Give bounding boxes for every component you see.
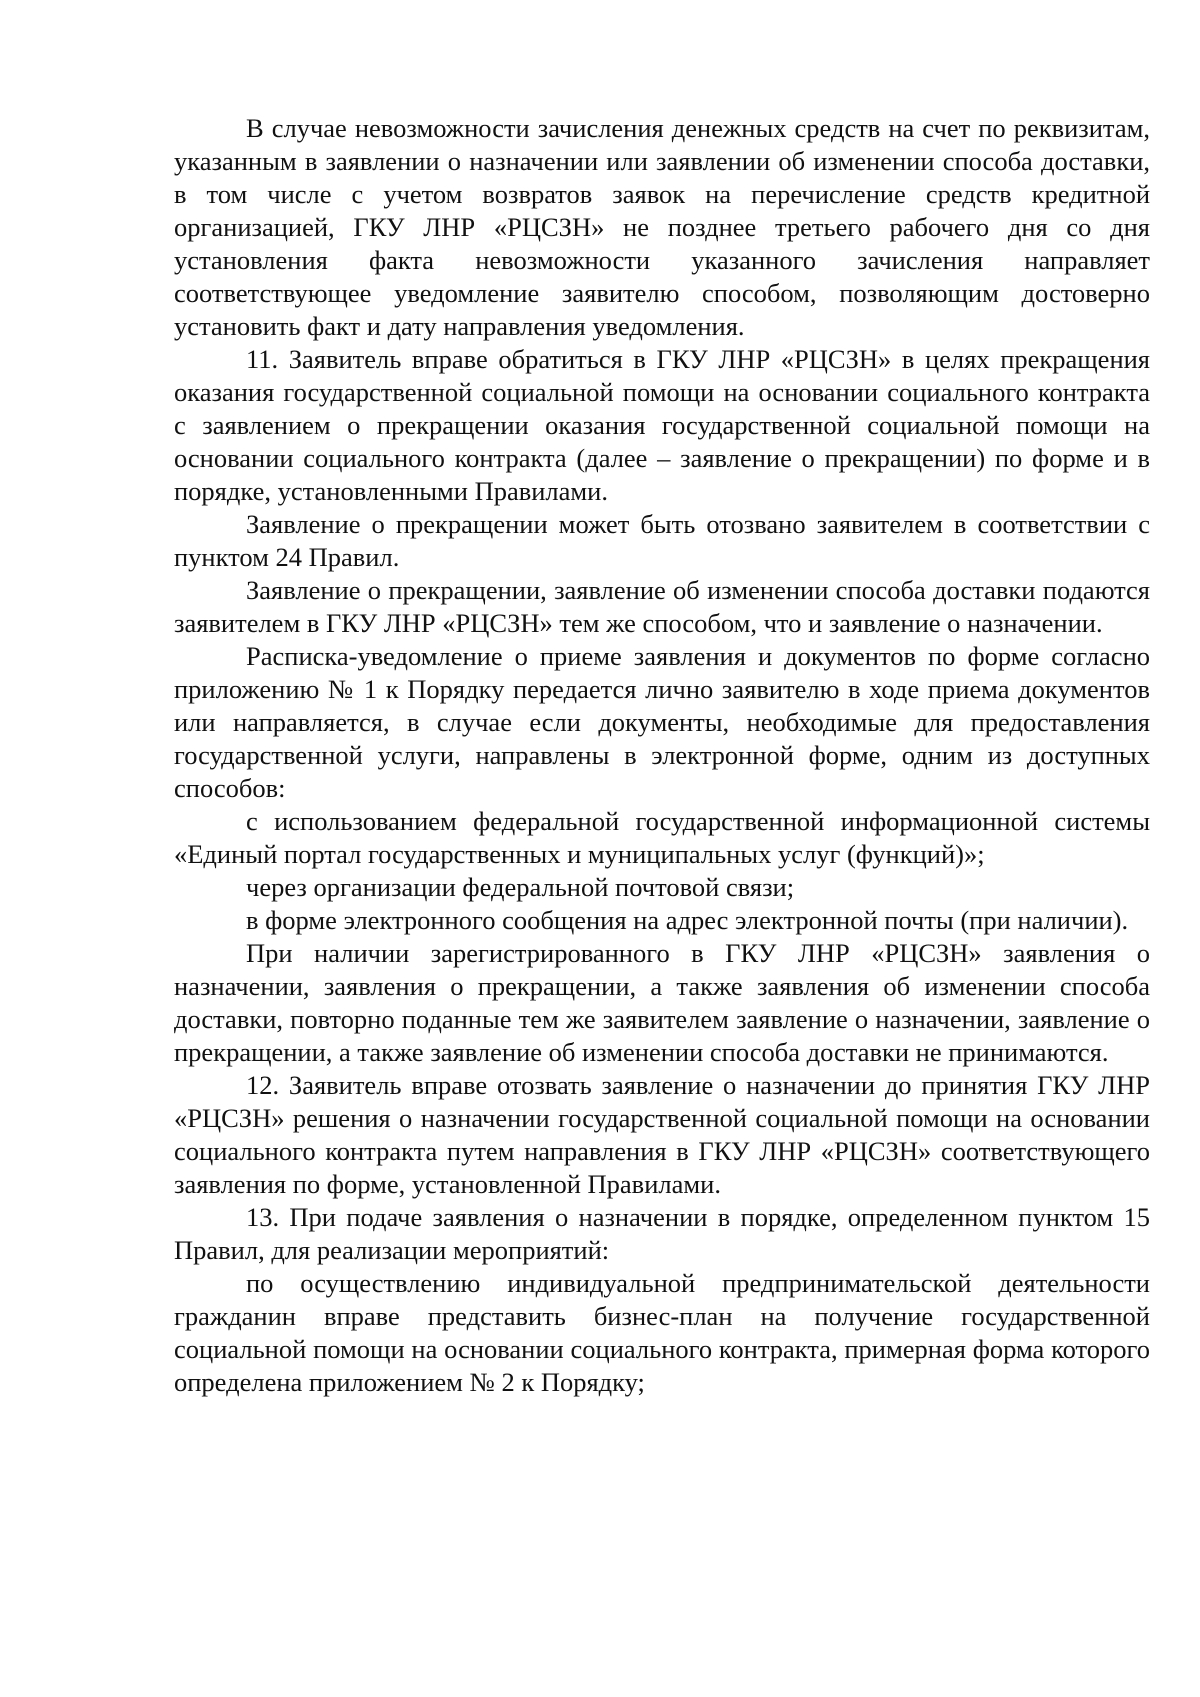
paragraph-duplicate-applications: При наличии зарегистрированного в ГКУ ЛНР «РЦСЗН» заявления о назначении, заявления о прекращении, а также заявления об изменении способа доставки, повторно поданные тем же заявителем заявление о назначении, заявление о прекращении, а также заявление об изменении способа доставки не принимаются. xyxy=(174,938,1150,1067)
document-page xyxy=(174,112,1150,1399)
paragraph-item-12: 12. Заявитель вправе отозвать заявление о назначении до принятия ГКУ ЛНР «РЦСЗН» решения о назначении государственной социальной помощи на основании социального контракта путем направления в ГКУ ЛНР «РЦСЗН» соответствующего заявления по форме, установленной Правилами. xyxy=(174,1070,1150,1199)
paragraph-method-portal: с использованием федеральной государственной информационной системы «Единый портал государственных и муниципальных услуг (функций)»; xyxy=(174,806,1150,869)
paragraph-receipt-notice: Расписка-уведомление о приеме заявления и документов по форме согласно приложению № 1 к Порядку передается лично заявителю в ходе приема документов или направляется, в случае если документы, необходимые для предоставления государственной услуги, направлены в электронной форме, одним из доступных способов: xyxy=(174,641,1150,803)
paragraph-submission-method: Заявление о прекращении, заявление об изменении способа доставки подаются заявителем в ГКУ ЛНР «РЦСЗН» тем же способом, что и заявление о назначении. xyxy=(174,575,1150,638)
paragraph-item-13: 13. При подаче заявления о назначении в порядке, определенном пунктом 15 Правил, для реализации мероприятий: xyxy=(174,1202,1150,1265)
paragraph-business-plan: по осуществлению индивидуальной предпринимательской деятельности гражданин вправе представить бизнес-план на получение государственной социальной помощи на основании социального контракта, примерная форма которого определена приложением № 2 к Порядку; xyxy=(174,1268,1150,1397)
paragraph-withdrawal: Заявление о прекращении может быть отозвано заявителем в соответствии с пунктом 24 Правил. xyxy=(174,509,1150,572)
paragraph-method-post: через организации федеральной почтовой связи; xyxy=(246,872,795,902)
paragraph-item-11: 11. Заявитель вправе обратиться в ГКУ ЛНР «РЦСЗН» в целях прекращения оказания государственной социальной помощи на основании социального контракта с заявлением о прекращении оказания государственной социальной помощи на основании социального контракта (далее – заявление о прекращении) по форме и в порядке, установленными Правилами. xyxy=(174,344,1150,506)
paragraph-refund-notice: В случае невозможности зачисления денежных средств на счет по реквизитам, указанным в заявлении о назначении или заявлении об изменении способа доставки, в том числе с учетом возвратов заявок на перечисление средств кредитной организацией, ГКУ ЛНР «РЦСЗН» не позднее третьего рабочего дня со дня установления факта невозможности указанного зачисления направляет соответствующее уведомление заявителю способом, позволяющим достоверно установить факт и дату направления уведомления. xyxy=(174,113,1150,341)
paragraph-method-email: в форме электронного сообщения на адрес электронной почты (при наличии). xyxy=(246,905,1129,935)
